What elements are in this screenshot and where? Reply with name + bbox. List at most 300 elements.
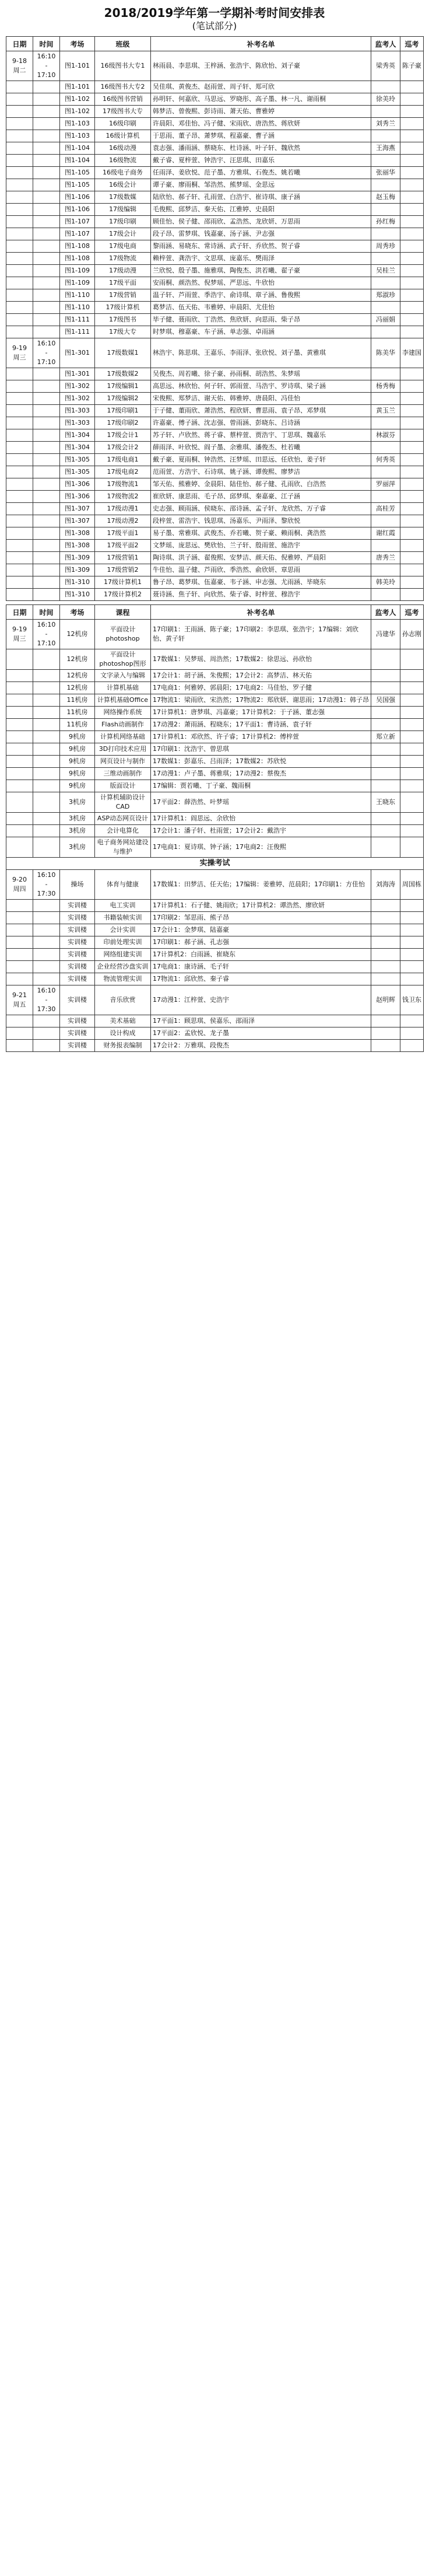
cell-inspect — [400, 912, 424, 924]
cell-class: 17级物流2 — [95, 491, 151, 503]
cell-time — [33, 1027, 60, 1040]
col-time-2: 时间 — [33, 605, 60, 620]
cell-proctor — [371, 973, 400, 985]
cell-names: 17印刷2：邹思雨、熊子昂 — [151, 912, 371, 924]
cell-time — [33, 81, 60, 93]
table-row — [6, 825, 424, 837]
cell-time — [33, 825, 60, 837]
table-row — [6, 216, 424, 228]
cell-inspect — [400, 670, 424, 682]
cell-room: 图1-308 — [60, 527, 95, 540]
cell-course: 平面设计 photoshop图形 — [95, 649, 151, 670]
cell-room: 3机房 — [60, 792, 95, 813]
cell-names: 赖梓萱、龚浩宇、文思琪、庞嘉乐、樊雨泽 — [151, 253, 371, 265]
cell-class: 17级印刷 — [95, 216, 151, 228]
cell-date — [6, 289, 33, 302]
cell-time: 16:10 - 17:30 — [33, 870, 60, 900]
cell-time — [33, 393, 60, 405]
table-row — [6, 429, 424, 442]
cell-proctor — [371, 393, 400, 405]
table-row — [6, 142, 424, 155]
cell-course: 平面设计 photoshop — [95, 620, 151, 649]
cell-time — [33, 289, 60, 302]
cell-names: 17动漫1：卢子墨、蒋雅琪；17动漫2：蔡俊杰 — [151, 768, 371, 780]
cell-date — [6, 478, 33, 491]
cell-course: 会计实训 — [95, 924, 151, 936]
table-row — [6, 81, 424, 93]
table-row — [6, 985, 424, 1015]
cell-date — [6, 540, 33, 552]
cell-names: 牛佳怡、温子健、芦雨欣、季浩然、俞欣妍、章思雨 — [151, 564, 371, 576]
cell-time — [33, 900, 60, 912]
cell-date — [6, 454, 33, 466]
cell-inspect — [400, 93, 424, 106]
cell-room: 实训楼 — [60, 936, 95, 949]
cell-date — [6, 442, 33, 454]
table-row — [6, 405, 424, 417]
cell-time — [33, 682, 60, 694]
cell-room: 图1-105 — [60, 179, 95, 191]
cell-names: 17物流1：邱欣然、秦子睿 — [151, 973, 371, 985]
cell-class: 17级数媒1 — [95, 338, 151, 368]
table-row — [6, 576, 424, 589]
cell-inspect — [400, 289, 424, 302]
cell-inspect — [400, 417, 424, 429]
cell-room: 图1-109 — [60, 265, 95, 277]
cell-proctor — [371, 670, 400, 682]
cell-time — [33, 552, 60, 564]
table-row — [6, 837, 424, 858]
cell-room: 实训楼 — [60, 1015, 95, 1027]
cell-proctor — [371, 417, 400, 429]
table-row — [6, 417, 424, 429]
cell-names: 17电商1：何雅婷、郭晨阳；17电商2：马佳怡、罗子健 — [151, 682, 371, 694]
table-row — [6, 167, 424, 179]
cell-date — [6, 576, 33, 589]
cell-inspect — [400, 478, 424, 491]
section-title: 实操考试 — [6, 858, 424, 870]
cell-room: 图1-307 — [60, 515, 95, 527]
table-row — [6, 973, 424, 985]
cell-room: 9机房 — [60, 780, 95, 792]
cell-time — [33, 368, 60, 380]
cell-names: 于思雨、董子昂、萧梦琪、程嘉豪、曹子涵 — [151, 130, 371, 142]
cell-time — [33, 277, 60, 289]
cell-course: 三维动画制作 — [95, 768, 151, 780]
cell-names: 17平面2：薛浩然、叶梦瑶 — [151, 792, 371, 813]
cell-proctor — [371, 466, 400, 478]
cell-date — [6, 179, 33, 191]
cell-names: 17平面2：孟欣悦、龙子墨 — [151, 1027, 371, 1040]
cell-proctor: 韩美玲 — [371, 576, 400, 589]
cell-room: 11机房 — [60, 719, 95, 731]
cell-proctor — [371, 228, 400, 240]
cell-time — [33, 813, 60, 825]
cell-time — [33, 694, 60, 707]
cell-proctor — [371, 491, 400, 503]
cell-time — [33, 924, 60, 936]
cell-inspect — [400, 240, 424, 253]
col-proctor: 监考人 — [371, 37, 400, 51]
cell-inspect — [400, 756, 424, 768]
cell-names: 17动漫2：萧雨涵、程晓东；17平面1：曹诗涵、袁子轩 — [151, 719, 371, 731]
cell-proctor: 梁秀英 — [371, 51, 400, 81]
cell-time — [33, 429, 60, 442]
cell-course: 版面设计 — [95, 780, 151, 792]
cell-date — [6, 466, 33, 478]
table-row — [6, 302, 424, 314]
cell-date — [6, 314, 33, 326]
cell-room: 实训楼 — [60, 924, 95, 936]
cell-time — [33, 743, 60, 756]
cell-class: 17级营销 — [95, 289, 151, 302]
cell-date — [6, 731, 33, 743]
cell-date — [6, 682, 33, 694]
cell-date — [6, 204, 33, 216]
cell-time — [33, 442, 60, 454]
table-row — [6, 719, 424, 731]
cell-date — [6, 253, 33, 265]
col-date: 日期 — [6, 37, 33, 51]
cell-inspect — [400, 179, 424, 191]
cell-room: 图1-101 — [60, 81, 95, 93]
cell-proctor — [371, 682, 400, 694]
cell-names: 孙明轩、何嘉欣、马思远、罗晓彤、高子墨、林一凡、谢雨桐 — [151, 93, 371, 106]
cell-time — [33, 478, 60, 491]
col-proctor-2: 监考人 — [371, 605, 400, 620]
cell-room: 图1-105 — [60, 167, 95, 179]
cell-class: 17级图书 — [95, 314, 151, 326]
cell-class: 16级电子商务 — [95, 167, 151, 179]
page-subtitle: (笔试部分) — [192, 20, 237, 32]
cell-date — [6, 118, 33, 130]
cell-room: 12机房 — [60, 649, 95, 670]
cell-inspect — [400, 540, 424, 552]
cell-class: 17级计算机2 — [95, 589, 151, 601]
col-inspect: 巡考 — [400, 37, 424, 51]
cell-names: 17计算机1：石子健、姚雨欣；17计算机2：谭浩然、廖欣妍 — [151, 900, 371, 912]
cell-course: 设计构成 — [95, 1027, 151, 1040]
cell-class: 17级物流 — [95, 253, 151, 265]
table-row — [6, 768, 424, 780]
cell-room: 图1-304 — [60, 442, 95, 454]
cell-proctor: 陈美华 — [371, 338, 400, 368]
cell-class: 17级平面 — [95, 277, 151, 289]
cell-class: 17级平面1 — [95, 527, 151, 540]
cell-time — [33, 515, 60, 527]
cell-date — [6, 949, 33, 961]
cell-date — [6, 1040, 33, 1052]
cell-room: 实训楼 — [60, 949, 95, 961]
table-row — [6, 936, 424, 949]
cell-date — [6, 527, 33, 540]
cell-names: 任雨泽、姜欣悦、范子墨、方雅琪、石俊杰、姚若曦 — [151, 167, 371, 179]
cell-room: 实训楼 — [60, 973, 95, 985]
cell-class: 17级编辑 — [95, 204, 151, 216]
table-row — [6, 118, 424, 130]
cell-inspect — [400, 118, 424, 130]
cell-time — [33, 768, 60, 780]
cell-room: 12机房 — [60, 682, 95, 694]
cell-room: 图1-310 — [60, 589, 95, 601]
cell-names: 段子昂、雷梦琪、钱嘉豪、汤子涵、尹志强 — [151, 228, 371, 240]
cell-proctor — [371, 368, 400, 380]
table-row — [6, 1040, 424, 1052]
cell-inspect — [400, 253, 424, 265]
cell-room: 图1-301 — [60, 338, 95, 368]
cell-time — [33, 731, 60, 743]
cell-time — [33, 670, 60, 682]
table-row — [6, 228, 424, 240]
cell-time — [33, 417, 60, 429]
cell-names: 安雨桐、颜浩然、倪梦瑶、严思远、牛欣怡 — [151, 277, 371, 289]
cell-names: 17会计2：万雅琪、段俊杰 — [151, 1040, 371, 1052]
cell-proctor: 冯丽娟 — [371, 314, 400, 326]
table-row — [6, 900, 424, 912]
cell-class: 17级营销2 — [95, 564, 151, 576]
col-names-2: 补考名单 — [151, 605, 371, 620]
cell-time — [33, 216, 60, 228]
cell-time — [33, 491, 60, 503]
table-row — [6, 51, 424, 81]
cell-inspect — [400, 442, 424, 454]
cell-room: 9机房 — [60, 768, 95, 780]
cell-room: 图1-103 — [60, 130, 95, 142]
cell-class: 17级电商2 — [95, 466, 151, 478]
cell-room: 图1-303 — [60, 405, 95, 417]
cell-course: 体育与健康 — [95, 870, 151, 900]
cell-proctor — [371, 81, 400, 93]
cell-proctor: 吴桂兰 — [371, 265, 400, 277]
cell-proctor: 吴国强 — [371, 694, 400, 707]
cell-room: 3机房 — [60, 813, 95, 825]
cell-date — [6, 240, 33, 253]
cell-inspect — [400, 142, 424, 155]
cell-room: 图1-305 — [60, 454, 95, 466]
cell-course: 3D打印技术应用 — [95, 743, 151, 756]
cell-course: 物流管理实训 — [95, 973, 151, 985]
cell-room: 图1-305 — [60, 466, 95, 478]
cell-date — [6, 93, 33, 106]
cell-proctor: 唐秀兰 — [371, 552, 400, 564]
cell-time — [33, 912, 60, 924]
cell-names: 谭子豪、廖雨桐、邹浩然、熊梦瑶、金思远 — [151, 179, 371, 191]
cell-room: 图1-110 — [60, 289, 95, 302]
cell-inspect — [400, 228, 424, 240]
cell-inspect — [400, 167, 424, 179]
cell-class: 17级会计1 — [95, 429, 151, 442]
col-names: 补考名单 — [151, 37, 371, 51]
cell-proctor: 赵明辉 — [371, 985, 400, 1015]
cell-proctor — [371, 924, 400, 936]
cell-inspect: 孙志刚 — [400, 620, 424, 649]
cell-class: 17级营销1 — [95, 552, 151, 564]
table-row — [6, 792, 424, 813]
cell-time — [33, 326, 60, 338]
cell-names: 陆欣怡、郝子轩、孔雨萱、白浩宇、崔诗琪、康子涵 — [151, 191, 371, 204]
cell-time — [33, 756, 60, 768]
cell-time — [33, 118, 60, 130]
cell-names: 17数媒1：彭嘉乐、吕雨泽；17数媒2：苏欣悦 — [151, 756, 371, 768]
table-row — [6, 552, 424, 564]
cell-proctor — [371, 768, 400, 780]
cell-inspect — [400, 302, 424, 314]
cell-room: 图1-310 — [60, 576, 95, 589]
cell-time — [33, 93, 60, 106]
cell-date — [6, 589, 33, 601]
table-row — [6, 204, 424, 216]
cell-inspect — [400, 326, 424, 338]
cell-proctor — [371, 302, 400, 314]
cell-course: 音乐欣赏 — [95, 985, 151, 1015]
cell-proctor — [371, 756, 400, 768]
table-row — [6, 491, 424, 503]
table-row — [6, 564, 424, 576]
cell-names: 17计算机2：白雨涵、崔晓东 — [151, 949, 371, 961]
cell-inspect — [400, 837, 424, 858]
cell-names: 葛梦洁、伍天佑、韦雅婷、申晨阳、尤佳怡 — [151, 302, 371, 314]
cell-names: 17数媒1：田梦洁、任天佑；17编辑：姜雅婷、范晨阳；17印刷1：方佳怡 — [151, 870, 371, 900]
cell-inspect — [400, 813, 424, 825]
cell-proctor: 孙红梅 — [371, 216, 400, 228]
cell-room: 实训楼 — [60, 961, 95, 973]
cell-proctor — [371, 155, 400, 167]
cell-names: 宋俊熙、郑梦洁、谢天佑、韩雅婷、唐晨阳、冯佳怡 — [151, 393, 371, 405]
table-row — [6, 326, 424, 338]
cell-date — [6, 1027, 33, 1040]
cell-names: 高思远、林欣怡、何子轩、郭雨萱、马浩宇、罗诗琪、梁子涵 — [151, 380, 371, 393]
cell-room: 图1-107 — [60, 228, 95, 240]
cell-class: 16级图书营销 — [95, 93, 151, 106]
cell-date — [6, 265, 33, 277]
cell-proctor — [371, 277, 400, 289]
cell-inspect: 钱卫东 — [400, 985, 424, 1015]
cell-date: 9-19 周三 — [6, 338, 33, 368]
cell-names: 17数媒1：吴梦瑶、周浩然；17数媒2：徐思远、孙欣怡 — [151, 649, 371, 670]
cell-room: 实训楼 — [60, 1040, 95, 1052]
cell-date — [6, 503, 33, 515]
cell-inspect — [400, 780, 424, 792]
cell-date: 9-20 周四 — [6, 870, 33, 900]
cell-inspect — [400, 380, 424, 393]
cell-time — [33, 167, 60, 179]
cell-inspect: 李建国 — [400, 338, 424, 368]
cell-room: 图1-106 — [60, 204, 95, 216]
col-course-2: 课程 — [95, 605, 151, 620]
cell-course: 电工实训 — [95, 900, 151, 912]
cell-course: 财务报表编制 — [95, 1040, 151, 1052]
cell-inspect — [400, 719, 424, 731]
cell-proctor — [371, 813, 400, 825]
cell-room: 图1-302 — [60, 393, 95, 405]
cell-names: 范雨萱、方浩宇、石诗琪、姚子涵、谭俊熙、廖梦洁 — [151, 466, 371, 478]
cell-time — [33, 405, 60, 417]
cell-inspect — [400, 694, 424, 707]
cell-class: 17级电商1 — [95, 454, 151, 466]
cell-inspect — [400, 503, 424, 515]
cell-date — [6, 973, 33, 985]
table-row — [6, 743, 424, 756]
cell-names: 崔欣妍、康思雨、毛子昂、邱梦琪、秦嘉豪、江子涵 — [151, 491, 371, 503]
cell-time — [33, 191, 60, 204]
cell-names: 林雨晨、李思琪、王梓涵、张浩宇、陈欣怡、刘子豪 — [151, 51, 371, 81]
table-row — [6, 179, 424, 191]
cell-time — [33, 253, 60, 265]
cell-names: 温子轩、芦雨萱、季浩宇、俞诗琪、章子涵、鲁俊熙 — [151, 289, 371, 302]
table-row — [6, 694, 424, 707]
cell-room: 图1-104 — [60, 155, 95, 167]
cell-room: 图1-110 — [60, 302, 95, 314]
cell-inspect — [400, 314, 424, 326]
cell-time — [33, 589, 60, 601]
cell-date — [6, 756, 33, 768]
cell-room: 图1-108 — [60, 240, 95, 253]
cell-proctor — [371, 253, 400, 265]
cell-room: 图1-301 — [60, 368, 95, 380]
cell-proctor — [371, 130, 400, 142]
cell-names: 史志强、顾雨涵、侯晓东、邵诗涵、孟子轩、龙欣然、万子睿 — [151, 503, 371, 515]
cell-date — [6, 707, 33, 719]
cell-names: 聂诗涵、焦子轩、向欣然、柴子睿、时梓萱、穆浩宇 — [151, 589, 371, 601]
cell-date: 9-18 周二 — [6, 51, 33, 81]
cell-names: 17会计1：金梦琪、陆嘉豪 — [151, 924, 371, 936]
cell-proctor: 郑淑珍 — [371, 289, 400, 302]
table-body-part1 — [6, 51, 424, 338]
cell-names: 17印刷1：郝子涵、孔志强 — [151, 936, 371, 949]
cell-date — [6, 155, 33, 167]
cell-time: 16:10 - 17:10 — [33, 338, 60, 368]
cell-date — [6, 216, 33, 228]
cell-course: 网络操作系统 — [95, 707, 151, 719]
cell-proctor — [371, 825, 400, 837]
cell-date — [6, 429, 33, 442]
cell-date — [6, 564, 33, 576]
cell-time: 16:10 - 17:30 — [33, 985, 60, 1015]
col-room-2: 考场 — [60, 605, 95, 620]
cell-names: 17平面1：顾思琪、侯嘉乐、邵雨泽 — [151, 1015, 371, 1027]
table-row — [6, 527, 424, 540]
cell-room: 图1-309 — [60, 552, 95, 564]
cell-date — [6, 900, 33, 912]
cell-course: 计算机基础Office — [95, 694, 151, 707]
table-row — [6, 393, 424, 405]
cell-time — [33, 973, 60, 985]
cell-course: 网络组建实训 — [95, 949, 151, 961]
cell-names: 毛俊熙、邱梦洁、秦天佑、江雅婷、史晨阳 — [151, 204, 371, 216]
cell-inspect — [400, 216, 424, 228]
cell-date — [6, 380, 33, 393]
cell-time — [33, 454, 60, 466]
cell-names: 17会计1：潘子轩、杜雨萱；17会计2：戴浩宇 — [151, 825, 371, 837]
table-row — [6, 589, 424, 601]
cell-inspect — [400, 405, 424, 417]
cell-class: 17级编辑2 — [95, 393, 151, 405]
cell-date — [6, 81, 33, 93]
cell-inspect — [400, 973, 424, 985]
cell-inspect: 周国栋 — [400, 870, 424, 900]
cell-date — [6, 912, 33, 924]
cell-date — [6, 368, 33, 380]
table-row — [6, 289, 424, 302]
cell-course: 计算机基础 — [95, 682, 151, 694]
table-row — [6, 442, 424, 454]
cell-proctor: 赵玉梅 — [371, 191, 400, 204]
cell-proctor: 王海燕 — [371, 142, 400, 155]
cell-names: 林浩宇、陈思琪、王嘉乐、李雨泽、张欣悦、刘子墨、黄雅琪 — [151, 338, 371, 368]
table-row — [6, 707, 424, 719]
cell-date — [6, 780, 33, 792]
cell-names: 文梦瑶、庞思远、樊欣怡、兰子轩、殷雨萱、施浩宇 — [151, 540, 371, 552]
